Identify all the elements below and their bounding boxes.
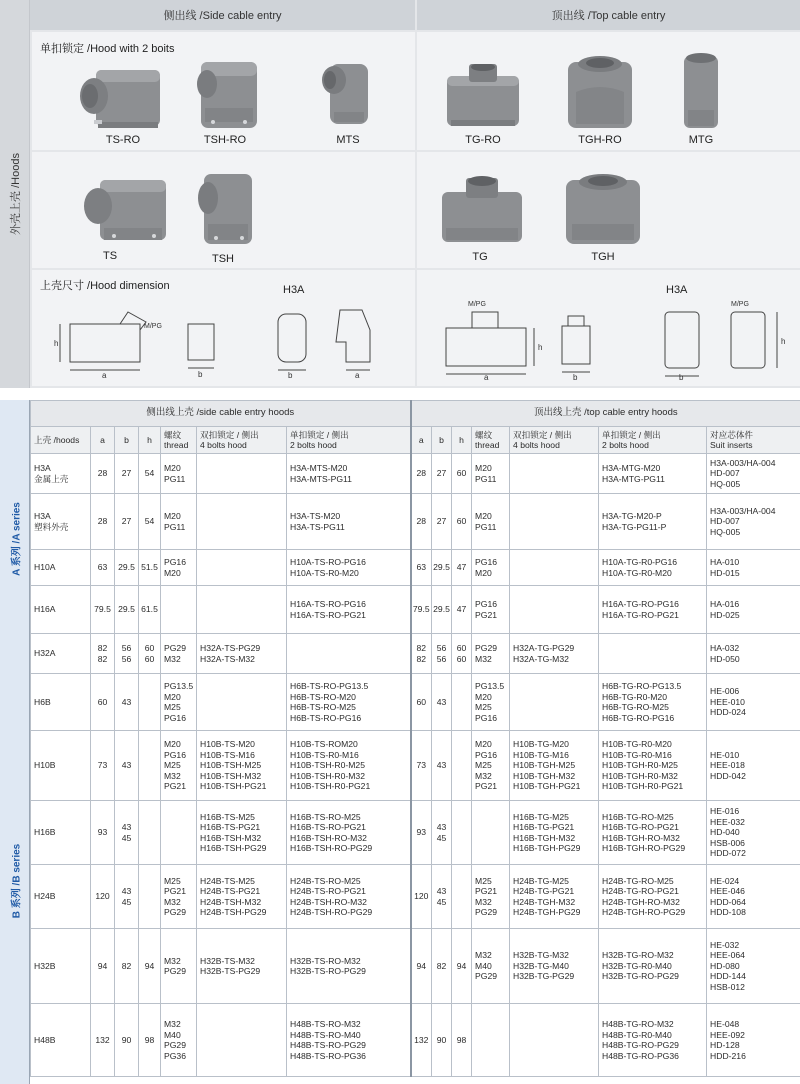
row-top-h-cell: 60: [452, 454, 472, 494]
row-top-2bolts-cell: H10A-TG-R0-PG16 H10A-TG-R0-M20: [599, 550, 707, 586]
row-side-4bolts-cell: H24B-TS-M25 H24B-TS-PG21 H24B-TSH-M32 H24B-TSH-PG29: [197, 865, 287, 929]
col-top-b: b: [432, 427, 452, 454]
row-top-h-cell: 98: [452, 1004, 472, 1077]
row-top-thread-cell: M32 M40 PG29: [472, 929, 510, 1004]
row-hood-cell: H3A 金属上壳: [31, 454, 91, 494]
row-side-4bolts-cell: H32B-TS-M32 H32B-TS-PG29: [197, 929, 287, 1004]
row-thread-cell: [161, 586, 197, 634]
row-top-thread-cell: [472, 801, 510, 865]
row-inserts-cell: HE-016 HEE-032 HD-040 HSB-006 HDD-072: [707, 801, 800, 865]
row-h-cell: [139, 674, 161, 731]
row-b-cell: 82: [115, 929, 139, 1004]
row-top-h-cell: 94: [452, 929, 472, 1004]
row-side-4bolts-cell: H16B-TS-M25 H16B-TS-PG21 H16B-TSH-M32 H16B-TSH-PG29: [197, 801, 287, 865]
dim-a-side: a: [102, 371, 107, 380]
row-top-4bolts-cell: H32B-TG-M32 H32B-TG-M40 H32B-TG-PG29: [510, 929, 599, 1004]
row-hood-cell: H48B: [31, 1004, 91, 1077]
row-side-2bolts-cell: H3A-MTS-M20 H3A-MTS-PG11: [287, 454, 411, 494]
col-inserts: 对应芯体件 Suit inserts: [707, 427, 800, 454]
row-inserts-cell: HA-032 HD-050: [707, 634, 800, 674]
tsh-hood-image: [196, 168, 258, 248]
col-h: h: [139, 427, 161, 454]
col-top-2bolts: 单扣锁定 / 侧出 2 bolts hood: [599, 427, 707, 454]
row-hood-cell: H16A: [31, 586, 91, 634]
row-a-cell: 94: [91, 929, 115, 1004]
row-side-4bolts-cell: H10B-TS-M20 H10B-TS-M16 H10B-TSH-M25 H10B-TSH-M32 H10B-TSH-PG21: [197, 731, 287, 801]
hoods-section-label: 外壳上壳 /Hoods: [9, 153, 22, 235]
col-2bolts: 单扣锁定 / 侧出 2 bolts hood: [287, 427, 411, 454]
row-a-cell: 63: [91, 550, 115, 586]
row-inserts-cell: HE-006 HEE-010 HDD-024: [707, 674, 800, 731]
row-top-b-cell: 90: [432, 1004, 452, 1077]
table-row: [31, 454, 800, 494]
row-top-b-cell: 43 45: [432, 865, 452, 929]
top-profile-drawing: [438, 294, 548, 380]
top-h3a-drawings: [655, 296, 795, 380]
col-top-a: a: [411, 427, 432, 454]
row-side-2bolts-cell: H48B-TS-RO-M32 H48B-TS-RO-M40 H48B-TS-RO-PG29 H48B-TS-RO-PG36: [287, 1004, 411, 1077]
row-top-a-cell: 28: [411, 454, 432, 494]
row-top-thread-cell: PG16 PG21: [472, 586, 510, 634]
tsh-ro-hood-image: [195, 58, 261, 132]
row-inserts-cell: H3A-003/HA-004 HD-007 HQ-005: [707, 454, 800, 494]
row-top-4bolts-cell: [510, 586, 599, 634]
ts-hood-image: [80, 174, 172, 246]
h3a-side-label: H3A: [283, 284, 305, 296]
tgh-label: TGH: [591, 251, 615, 263]
top-entry-table-header: 顶出线上壳 /top cable entry hoods: [411, 401, 800, 427]
row-top-a-cell: 60: [411, 674, 432, 731]
row-top-a-cell: 82 82: [411, 634, 432, 674]
row-top-4bolts-cell: H32A-TG-PG29 H32A-TG-M32: [510, 634, 599, 674]
row-side-2bolts-cell: H10B-TS-ROM20 H10B-TS-R0-M16 H10B-TSH-R0-M25 H10B-TSH-R0-M32 H10B-TSH-R0-PG21: [287, 731, 411, 801]
row-side-2bolts-cell: H16A-TS-RO-PG16 H16A-TS-RO-PG21: [287, 586, 411, 634]
row-a-cell: 28: [91, 454, 115, 494]
row-top-h-cell: [452, 801, 472, 865]
tgh-ro-label: TGH-RO: [578, 134, 622, 146]
row-hood-cell: H10A: [31, 550, 91, 586]
row-h-cell: 60 60: [139, 634, 161, 674]
row-top-4bolts-cell: [510, 1004, 599, 1077]
row-inserts-cell: HE-010 HEE-018 HDD-042: [707, 731, 800, 801]
row-side-4bolts-cell: [197, 454, 287, 494]
row-top-b-cell: 27: [432, 454, 452, 494]
col-a: a: [91, 427, 115, 454]
row-thread-cell: M20 PG11: [161, 494, 197, 550]
table-row: [31, 634, 800, 674]
row-a-cell: 79.5: [91, 586, 115, 634]
row-thread-cell: PG29 M32: [161, 634, 197, 674]
row-h-cell: 94: [139, 929, 161, 1004]
top-front-drawing: [556, 310, 596, 380]
hood-dimension-label: 上壳尺寸 /Hood dimension: [40, 280, 170, 292]
row-a-cell: 82 82: [91, 634, 115, 674]
row-side-2bolts-cell: H6B-TS-RO-PG13.5 H6B-TS-RO-M20 H6B-TS-RO-M25 H6B-TS-RO-PG16: [287, 674, 411, 731]
tg-ro-label: TG-RO: [465, 134, 501, 146]
tg-hood-image: [438, 176, 526, 246]
row-top-2bolts-cell: H6B-TG-RO-PG13.5 H6B-TG-R0-M20 H6B-TG-RO-M25 H6B-TG-RO-PG16: [599, 674, 707, 731]
row-top-4bolts-cell: H24B-TG-M25 H24B-TG-PG21 H24B-TGH-M32 H24B-TGH-PG29: [510, 865, 599, 929]
row-side-2bolts-cell: H32B-TS-RO-M32 H32B-TS-RO-PG29: [287, 929, 411, 1004]
row-top-4bolts-cell: [510, 550, 599, 586]
table-row: [31, 865, 800, 929]
row-top-b-cell: 82: [432, 929, 452, 1004]
hood-spec-body: [31, 454, 800, 1077]
row-top-a-cell: 63: [411, 550, 432, 586]
row-thread-cell: M32 M40 PG29 PG36: [161, 1004, 197, 1077]
row-hood-cell: H32B: [31, 929, 91, 1004]
tgh-ro-hood-image: [562, 52, 638, 132]
row-side-2bolts-cell: H24B-TS-RO-M25 H24B-TS-RO-PG21 H24B-TSH-RO-M32 H24B-TSH-RO-PG29: [287, 865, 411, 929]
row-top-4bolts-cell: [510, 494, 599, 550]
side-h3a-drawings: [270, 300, 400, 380]
row-top-b-cell: 27: [432, 494, 452, 550]
row-h-cell: [139, 731, 161, 801]
table-row: [31, 731, 800, 801]
row-b-cell: 56 56: [115, 634, 139, 674]
hoods-section-strip: [0, 0, 30, 388]
row-thread-cell: PG16 M20: [161, 550, 197, 586]
row-top-a-cell: 94: [411, 929, 432, 1004]
dim-mpg-top: M/PG: [468, 301, 486, 308]
row-top-thread-cell: PG13.5 M20 M25 PG16: [472, 674, 510, 731]
tsh-ro-label: TSH-RO: [203, 134, 247, 146]
series-b-label: B 系列 /B series: [11, 843, 22, 919]
hood-2bolts-label: 单扣锁定 /Hood with 2 boits: [40, 43, 175, 55]
row-hood-cell: H6B: [31, 674, 91, 731]
col-top-h: h: [452, 427, 472, 454]
dim-h-top: h: [538, 343, 543, 352]
row-top-h-cell: 60 60: [452, 634, 472, 674]
row-b-cell: 29.5: [115, 550, 139, 586]
col-4bolts: 双扣锁定 / 侧出 4 bolts hood: [197, 427, 287, 454]
hood-spec-table: [30, 400, 800, 1077]
ts-ro-label: TS-RO: [105, 134, 141, 146]
row-top-a-cell: 120: [411, 865, 432, 929]
series-a-label: A 系列 /A series: [11, 502, 22, 576]
col-thread: 螺纹 thread: [161, 427, 197, 454]
table-row: [31, 674, 800, 731]
row-top-a-cell: 93: [411, 801, 432, 865]
tgh-hood-image: [560, 168, 646, 248]
row-top-h-cell: 47: [452, 586, 472, 634]
row-a-cell: 28: [91, 494, 115, 550]
dim-b-h3a-side: b: [288, 371, 293, 380]
tg-ro-hood-image: [443, 64, 523, 130]
row-inserts-cell: HE-048 HEE-092 HD-128 HDD-216: [707, 1004, 800, 1077]
row-top-2bolts-cell: H3A-TG-M20-P H3A-TG-PG11-P: [599, 494, 707, 550]
row-top-4bolts-cell: H16B-TG-M25 H16B-TG-PG21 H16B-TGH-M32 H16B-TGH-PG29: [510, 801, 599, 865]
row-inserts-cell: HA-010 HD-015: [707, 550, 800, 586]
dim-b-top: b: [573, 373, 578, 380]
row-a-cell: 93: [91, 801, 115, 865]
dim-a-top: a: [484, 373, 489, 380]
row-side-2bolts-cell: H16B-TS-RO-M25 H16B-TS-RO-PG21 H16B-TSH-RO-M32 H16B-TSH-RO-PG29: [287, 801, 411, 865]
row-top-b-cell: 56 56: [432, 634, 452, 674]
row-top-a-cell: 79.5: [411, 586, 432, 634]
dim-mpg-side: M/PG: [144, 323, 162, 330]
row-inserts-cell: HE-032 HEE-064 HD-080 HDD-144 HSB-012: [707, 929, 800, 1004]
side-entry-header-text: 侧出线 /Side cable entry: [163, 10, 282, 22]
row-side-4bolts-cell: [197, 586, 287, 634]
row-side-2bolts-cell: H3A-TS-M20 H3A-TS-PG11: [287, 494, 411, 550]
table-row: [31, 929, 800, 1004]
row-top-4bolts-cell: H10B-TG-M20 H10B-TG-M16 H10B-TGH-M25 H10B-TGH-M32 H10B-TGH-PG21: [510, 731, 599, 801]
table-row: [31, 586, 800, 634]
mtg-label: MTG: [688, 134, 714, 146]
mts-label: MTS: [336, 134, 360, 146]
mtg-hood-image: [680, 50, 722, 132]
row-inserts-cell: H3A-003/HA-004 HD-007 HQ-005: [707, 494, 800, 550]
row-top-thread-cell: PG29 M32: [472, 634, 510, 674]
row-b-cell: 43: [115, 674, 139, 731]
table-row: [31, 494, 800, 550]
row-hood-cell: H24B: [31, 865, 91, 929]
row-a-cell: 120: [91, 865, 115, 929]
row-thread-cell: M20 PG11: [161, 454, 197, 494]
row-top-4bolts-cell: [510, 674, 599, 731]
row-side-2bolts-cell: [287, 634, 411, 674]
row-a-cell: 60: [91, 674, 115, 731]
row-thread-cell: M25 PG21 M32 PG29: [161, 865, 197, 929]
series-a-strip: [0, 400, 30, 678]
row-top-a-cell: 132: [411, 1004, 432, 1077]
row-side-4bolts-cell: [197, 674, 287, 731]
row-side-4bolts-cell: [197, 494, 287, 550]
dim-b-h3a-top: b: [679, 373, 684, 380]
row-thread-cell: M20 PG16 M25 M32 PG21: [161, 731, 197, 801]
dim-h-side: h: [54, 339, 59, 348]
side-front-drawing: [182, 318, 222, 380]
top-entry-header: [417, 0, 800, 30]
row-side-2bolts-cell: H10A-TS-RO-PG16 H10A-TS-R0-M20: [287, 550, 411, 586]
row-top-2bolts-cell: [599, 634, 707, 674]
ts-ro-hood-image: [78, 62, 170, 130]
row-top-b-cell: 29.5: [432, 550, 452, 586]
mts-hood-image: [318, 56, 378, 130]
row-top-b-cell: 43: [432, 731, 452, 801]
row-inserts-cell: HA-016 HD-025: [707, 586, 800, 634]
row-top-h-cell: 60: [452, 494, 472, 550]
series-b-strip: [0, 678, 30, 1084]
row-thread-cell: M32 PG29: [161, 929, 197, 1004]
row-top-a-cell: 73: [411, 731, 432, 801]
row-hood-cell: H16B: [31, 801, 91, 865]
table-row: [31, 801, 800, 865]
row-top-2bolts-cell: H16A-TG-RO-PG16 H16A-TG-RO-PG21: [599, 586, 707, 634]
row-inserts-cell: HE-024 HEE-046 HDD-064 HDD-108: [707, 865, 800, 929]
table-row: [31, 1004, 800, 1077]
row-top-b-cell: 43 45: [432, 801, 452, 865]
row-h-cell: 54: [139, 454, 161, 494]
row-top-b-cell: 43: [432, 674, 452, 731]
col-b: b: [115, 427, 139, 454]
dim-h-h3a-top: h: [781, 337, 786, 346]
row-top-thread-cell: [472, 1004, 510, 1077]
row-top-thread-cell: M20 PG16 M25 M32 PG21: [472, 731, 510, 801]
tg-label: TG: [472, 251, 488, 263]
row-top-h-cell: 47: [452, 550, 472, 586]
row-b-cell: 27: [115, 454, 139, 494]
row-top-a-cell: 28: [411, 494, 432, 550]
row-h-cell: [139, 865, 161, 929]
side-entry-table-header: 侧出线上壳 /side cable entry hoods: [31, 401, 411, 427]
col-top-4bolts: 双扣锁定 / 侧出 4 bolts hood: [510, 427, 599, 454]
row-b-cell: 90: [115, 1004, 139, 1077]
row-top-thread-cell: M20 PG11: [472, 454, 510, 494]
side-profile-drawing: [50, 300, 180, 380]
top-entry-header-text: 顶出线 /Top cable entry: [551, 10, 666, 22]
row-side-4bolts-cell: [197, 550, 287, 586]
col-hoods: 上壳 /hoods: [31, 427, 91, 454]
row-thread-cell: [161, 801, 197, 865]
row-hood-cell: H3A 塑料外壳: [31, 494, 91, 550]
row-top-h-cell: [452, 731, 472, 801]
side-entry-header: [30, 0, 415, 30]
ts-label: TS: [102, 250, 118, 262]
row-top-2bolts-cell: H3A-MTG-M20 H3A-MTG-PG11: [599, 454, 707, 494]
row-h-cell: 61.5: [139, 586, 161, 634]
row-top-2bolts-cell: H16B-TG-RO-M25 H16B-TG-RO-PG21 H16B-TGH-RO-M32 H16B-TGH-RO-PG29: [599, 801, 707, 865]
row-top-2bolts-cell: H10B-TG-R0-M20 H10B-TG-R0-M16 H10B-TGH-R0-M25 H10B-TGH-R0-M32 H10B-TGH-R0-PG21: [599, 731, 707, 801]
row-thread-cell: PG13.5 M20 M25 PG16: [161, 674, 197, 731]
row-h-cell: 51.5: [139, 550, 161, 586]
row-top-thread-cell: PG16 M20: [472, 550, 510, 586]
row-top-h-cell: [452, 674, 472, 731]
row-top-h-cell: [452, 865, 472, 929]
dim-a-h3a-side: a: [355, 371, 360, 380]
row-top-2bolts-cell: H24B-TG-RO-M25 H24B-TG-RO-PG21 H24B-TGH-RO-M32 H24B-TGH-RO-PG29: [599, 865, 707, 929]
row-b-cell: 27: [115, 494, 139, 550]
row-a-cell: 132: [91, 1004, 115, 1077]
row-top-4bolts-cell: [510, 454, 599, 494]
col-top-thread: 螺纹 thread: [472, 427, 510, 454]
row-top-thread-cell: M25 PG21 M32 PG29: [472, 865, 510, 929]
row-h-cell: 54: [139, 494, 161, 550]
row-side-4bolts-cell: H32A-TS-PG29 H32A-TS-M32: [197, 634, 287, 674]
row-hood-cell: H10B: [31, 731, 91, 801]
row-b-cell: 43 45: [115, 865, 139, 929]
row-side-4bolts-cell: [197, 1004, 287, 1077]
hood-overview-panel: [0, 0, 800, 388]
row-h-cell: 98: [139, 1004, 161, 1077]
dim-b-side: b: [198, 370, 203, 379]
row-top-2bolts-cell: H48B-TG-RO-M32 H48B-TG-R0-M40 H48B-TG-RO-PG29 H48B-TG-RO-PG36: [599, 1004, 707, 1077]
row-b-cell: 43: [115, 731, 139, 801]
tsh-label: TSH: [212, 253, 234, 265]
row-b-cell: 29.5: [115, 586, 139, 634]
row-top-2bolts-cell: H32B-TG-RO-M32 H32B-TG-R0-M40 H32B-TG-RO-PG29: [599, 929, 707, 1004]
row-b-cell: 43 45: [115, 801, 139, 865]
table-row: [31, 550, 800, 586]
row-h-cell: [139, 801, 161, 865]
h3a-top-label: H3A: [666, 284, 688, 296]
row-top-b-cell: 29.5: [432, 586, 452, 634]
row-top-thread-cell: M20 PG11: [472, 494, 510, 550]
dim-mpg-h3a-top: M/PG: [731, 301, 749, 308]
row-a-cell: 73: [91, 731, 115, 801]
row-hood-cell: H32A: [31, 634, 91, 674]
